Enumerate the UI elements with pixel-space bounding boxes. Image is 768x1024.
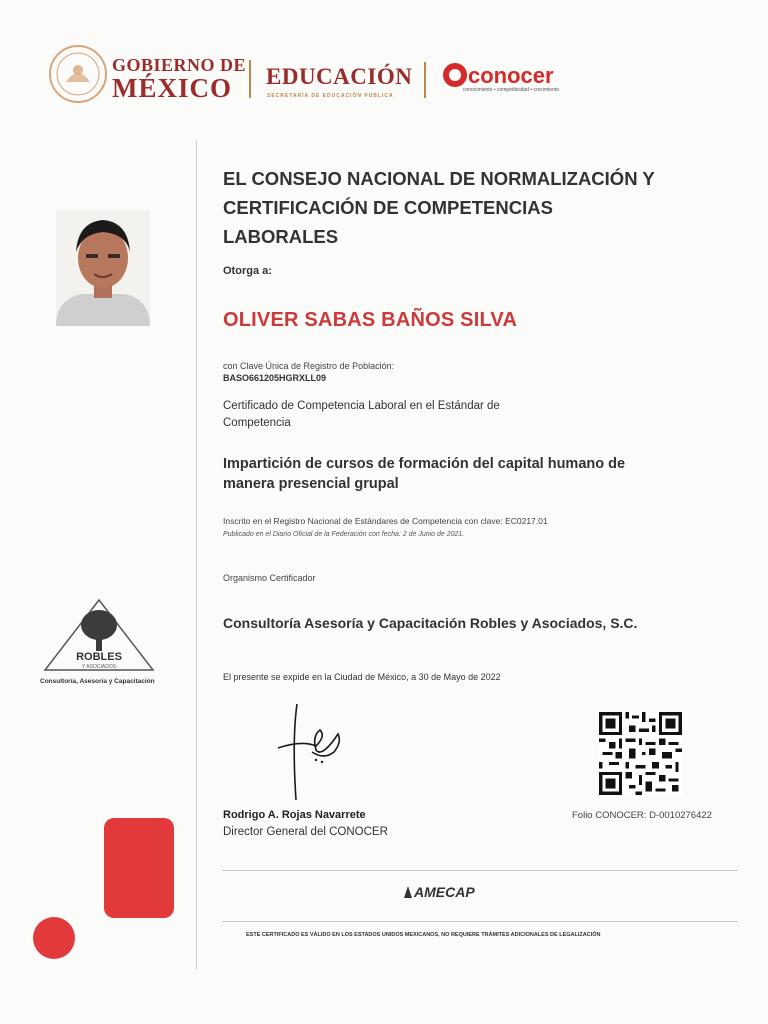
conocer-logo-icon — [442, 62, 468, 88]
competency-standard: Impartición de cursos de formación del capital humano de manera presencial grupal — [223, 456, 626, 492]
director-signature — [272, 700, 352, 805]
gobierno-line1: GOBIERNO DE — [112, 55, 247, 75]
gobierno-line2: MÉXICO — [112, 73, 232, 103]
curp-label: con Clave Única de Registro de Población: — [223, 361, 395, 371]
qr-code[interactable] — [599, 712, 682, 795]
certificate-issuer-title: EL CONSEJO NACIONAL DE NORMALIZACIÓN Y CERTIFICACIÓN DE COMPETENCIAS LABORALES — [223, 168, 655, 247]
signer-role: Director General del CONOCER — [223, 826, 388, 838]
vertical-divider — [196, 140, 197, 970]
legal-notice: ESTE CERTIFICADO ES VÁLIDO EN LOS ESTADOS UNIDOS MEXICANOS, NO REQUIERE TRÁMITES ADICIONALES DE LEGALIZACIÓN — [246, 932, 601, 938]
amecap-mark-icon — [404, 886, 412, 898]
issue-place-date: El presente se expide en la Ciudad de México, a 30 de Mayo de 2022 — [223, 672, 501, 682]
mexico-coat-of-arms-seal — [48, 44, 108, 104]
robles-logo-name: ROBLES — [76, 651, 122, 663]
certificate-type: Certificado de Competencia Laboral en el Estándar de Competencia — [223, 400, 500, 429]
amecap-logo: AMECAP — [414, 884, 475, 900]
conocer-logo-text: conocer — [468, 63, 554, 88]
footer-rule — [222, 921, 738, 922]
robles-logo-caption: Consultoría, Asesoría y Capacitación — [40, 678, 155, 685]
holder-photo — [56, 210, 150, 326]
conocer-tagline: conocimiento • competitividad • crecimiento — [463, 87, 560, 93]
footer-rule — [222, 870, 738, 871]
publication-line: Publicado en el Diario Oficial de la Federación con fecha: 2 de Junio de 2021. — [223, 531, 465, 538]
header-separator — [424, 62, 426, 98]
folio-number: Folio CONOCER: D-0010276422 — [572, 810, 712, 821]
robles-logo-sub: Y ASOCIADOS — [81, 664, 117, 670]
certifying-org-name: Consultoría Asesoría y Capacitación Robles y Asociados, S.C. — [223, 615, 638, 631]
curp-value: BASO661205HGRXLL09 — [223, 373, 327, 383]
signer-name: Rodrigo A. Rojas Navarrete — [223, 809, 366, 821]
holder-name: OLIVER SABAS BAÑOS SILVA — [223, 309, 518, 331]
robles-logo — [40, 597, 158, 673]
otorga-label: Otorga a: — [223, 265, 272, 277]
header-separator — [249, 60, 251, 98]
decorative-red-circle — [33, 917, 75, 959]
decorative-red-square — [104, 818, 174, 918]
educacion-logo-text: EDUCACIÓN — [266, 64, 413, 89]
educacion-subtitle: SECRETARÍA DE EDUCACIÓN PÚBLICA — [267, 93, 394, 99]
certifying-org-label: Organismo Certificador — [223, 573, 316, 583]
registry-line: Inscrito en el Registro Nacional de Estándares de Competencia con clave: EC0217.01 — [223, 516, 548, 526]
